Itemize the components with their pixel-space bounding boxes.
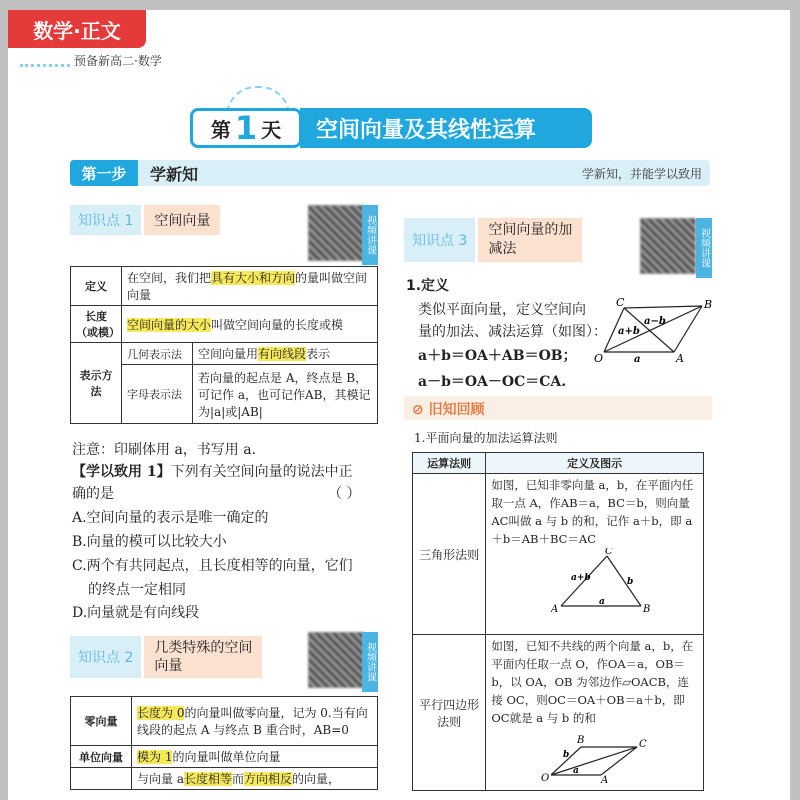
table-row	[71, 746, 378, 768]
review-title: ⊘ 旧知回顾	[412, 402, 485, 418]
triangle-figure	[551, 548, 661, 614]
sec1-line1: 类似平面向量，定义空间向	[418, 302, 586, 318]
letter-cell: 若向量的起点是 A，终点是 B，可记作 a，也可记作AB，其模记为|a|或|AB|	[193, 365, 378, 424]
par-cell	[486, 635, 704, 791]
tri-cell	[486, 474, 704, 635]
unit-head: 单位向量	[71, 746, 132, 768]
par-label-b: B	[577, 735, 585, 746]
kp2-tag: 知识点 2	[70, 636, 141, 678]
parallelogram-figure-2	[541, 727, 661, 783]
day-number: 1	[234, 109, 258, 147]
day-prefix: 第	[210, 117, 231, 142]
special-vectors-table	[70, 696, 378, 790]
label-apb: a+b	[618, 326, 640, 337]
vector-definition-table	[70, 266, 378, 424]
subject-badge: 数学·正文	[8, 10, 146, 48]
step-note: 学新知，并能学以致用	[581, 167, 702, 181]
qr-code-3[interactable]	[640, 218, 696, 274]
page-subtitle: 预备新高二·数学	[74, 54, 162, 68]
qr-code-2[interactable]	[308, 632, 364, 688]
day-suffix: 天	[261, 117, 282, 142]
exercise-label: 【学以致用 1】	[72, 464, 171, 480]
video-tag-3[interactable]: 视频讲课	[696, 218, 712, 278]
knowledge-point-3	[404, 218, 582, 262]
tri-text: 如图，已知非零向量 a，b，在平面内任取一点 A，作AB＝a，BC＝b，则向量AC叫做 a 与 b 的和，记作 a＋b，即 a＋b＝AB＋BC＝AC	[491, 478, 694, 546]
opp-cell: 与向量 a长度相等而方向相反的向量，	[132, 768, 378, 790]
col2-head: 定义及图示	[486, 453, 704, 474]
tri-label-b: B	[643, 604, 651, 614]
tri-label-apb: a+b	[571, 573, 592, 583]
par-label-b-vec: b	[563, 750, 570, 760]
knowledge-point-1	[70, 205, 220, 235]
frame-left	[0, 0, 8, 800]
sec1-eq1: a＋b＝OA＋AB＝OB；	[418, 348, 577, 364]
kp1-title: 空间向量	[141, 205, 220, 235]
geo-label: 几何表示法	[122, 343, 193, 365]
label-vec-a: a	[634, 354, 641, 365]
label-amb: a−b	[644, 316, 666, 327]
par-label-a-vec: a	[573, 766, 580, 776]
step-bar	[70, 160, 710, 186]
table-row	[413, 453, 704, 474]
zero-cell: 长度为 0的向量叫做零向量，记为 0.当有向线段的起点 A 与终点 B 重合时，AB=0	[132, 697, 378, 746]
kp3-title: 空间向量的加 减法	[475, 218, 582, 262]
parallelogram-figure-1	[592, 296, 716, 366]
table-row	[71, 343, 378, 365]
day-label	[190, 108, 302, 148]
label-o: O	[594, 352, 604, 365]
answer-paren: （ ）	[328, 486, 361, 502]
par-label-c: C	[639, 739, 647, 750]
review-header	[404, 396, 712, 420]
opp-head	[71, 768, 132, 790]
addition-rules-table	[412, 452, 704, 791]
dots-decoration	[20, 64, 70, 67]
review-sub: 1.平面向量的加法运算法则	[414, 431, 558, 445]
tri-label-b-vec: b	[627, 577, 634, 587]
par-label-a: A	[601, 775, 609, 783]
def-head: 定义	[71, 267, 122, 306]
len-head: 长度（或模）	[71, 306, 122, 343]
tri-head: 三角形法则	[413, 474, 486, 635]
label-c: C	[616, 296, 625, 309]
option-c-1: C.两个有共同起点，且长度相等的向量，它们	[72, 558, 353, 574]
knowledge-point-2	[70, 636, 262, 678]
par-text: 如图，已知不共线的两个向量 a，b，在平面内任取一点 O，作OA＝a，OB＝b，以 OA，OB 为邻边作▱OACB，连接 OC，则OC＝OA＋OB＝a＋b，即OC就是 a 与 b 的和	[491, 639, 694, 725]
kp2-title: 几类特殊的空间 向量	[141, 636, 262, 678]
label-b: B	[704, 298, 713, 311]
table-row	[71, 306, 378, 343]
rep-head: 表示方法	[71, 343, 122, 424]
tri-label-c: C	[605, 548, 613, 557]
unit-cell: 模为 1的向量叫做单位向量	[132, 746, 378, 768]
step-tag: 第一步	[70, 160, 138, 186]
col1-head: 运算法则	[413, 453, 486, 474]
len-cell: 空间向量的大小叫做空间向量的长度或模	[122, 306, 378, 343]
kp3-tag: 知识点 3	[404, 218, 475, 262]
par-head: 平行四边形法则	[413, 635, 486, 791]
sec1-line2: 量的加法、减法运算（如图）：	[418, 324, 607, 340]
sec1-eq2: a－b＝OA－OC＝CA.	[418, 374, 567, 390]
day-banner	[190, 108, 590, 148]
frame-top	[0, 0, 800, 10]
option-b: B.向量的模可以比较大小	[72, 534, 227, 550]
table-row	[413, 635, 704, 791]
kp1-tag: 知识点 1	[70, 205, 141, 235]
table-row	[71, 768, 378, 790]
sec1-title: 1.定义	[406, 278, 450, 294]
qr-code-1[interactable]	[308, 205, 364, 261]
zero-head: 零向量	[71, 697, 132, 746]
label-a: A	[676, 352, 684, 365]
exercise-stem-1: 【学以致用 1】下列有关空间向量的说法中正	[72, 464, 353, 480]
tri-label-a-vec: a	[599, 597, 606, 607]
table-row	[71, 267, 378, 306]
def-cell: 在空间，我们把具有大小和方向的量叫做空间向量	[122, 267, 378, 306]
option-c-2: 的终点一定相同	[88, 582, 186, 598]
frame-right	[790, 0, 800, 800]
note-text: 注意：印刷体用 a，书写用 a.	[72, 442, 257, 458]
table-row	[71, 697, 378, 746]
tri-label-a: A	[551, 604, 559, 614]
video-tag-1[interactable]: 视频讲课	[362, 205, 378, 265]
par-label-o: O	[541, 773, 550, 783]
day-title: 空间向量及其线性运算	[300, 108, 592, 148]
table-row	[413, 474, 704, 635]
video-tag-2[interactable]: 视频讲课	[362, 632, 378, 692]
exercise-stem-2: 确的是	[72, 486, 114, 502]
geo-cell: 空间向量用有向线段表示	[193, 343, 378, 365]
step-title: 学新知	[150, 165, 199, 184]
option-d: D.向量就是有向线段	[72, 605, 200, 621]
option-a: A.空间向量的表示是唯一确定的	[72, 510, 269, 526]
letter-label: 字母表示法	[122, 365, 193, 424]
